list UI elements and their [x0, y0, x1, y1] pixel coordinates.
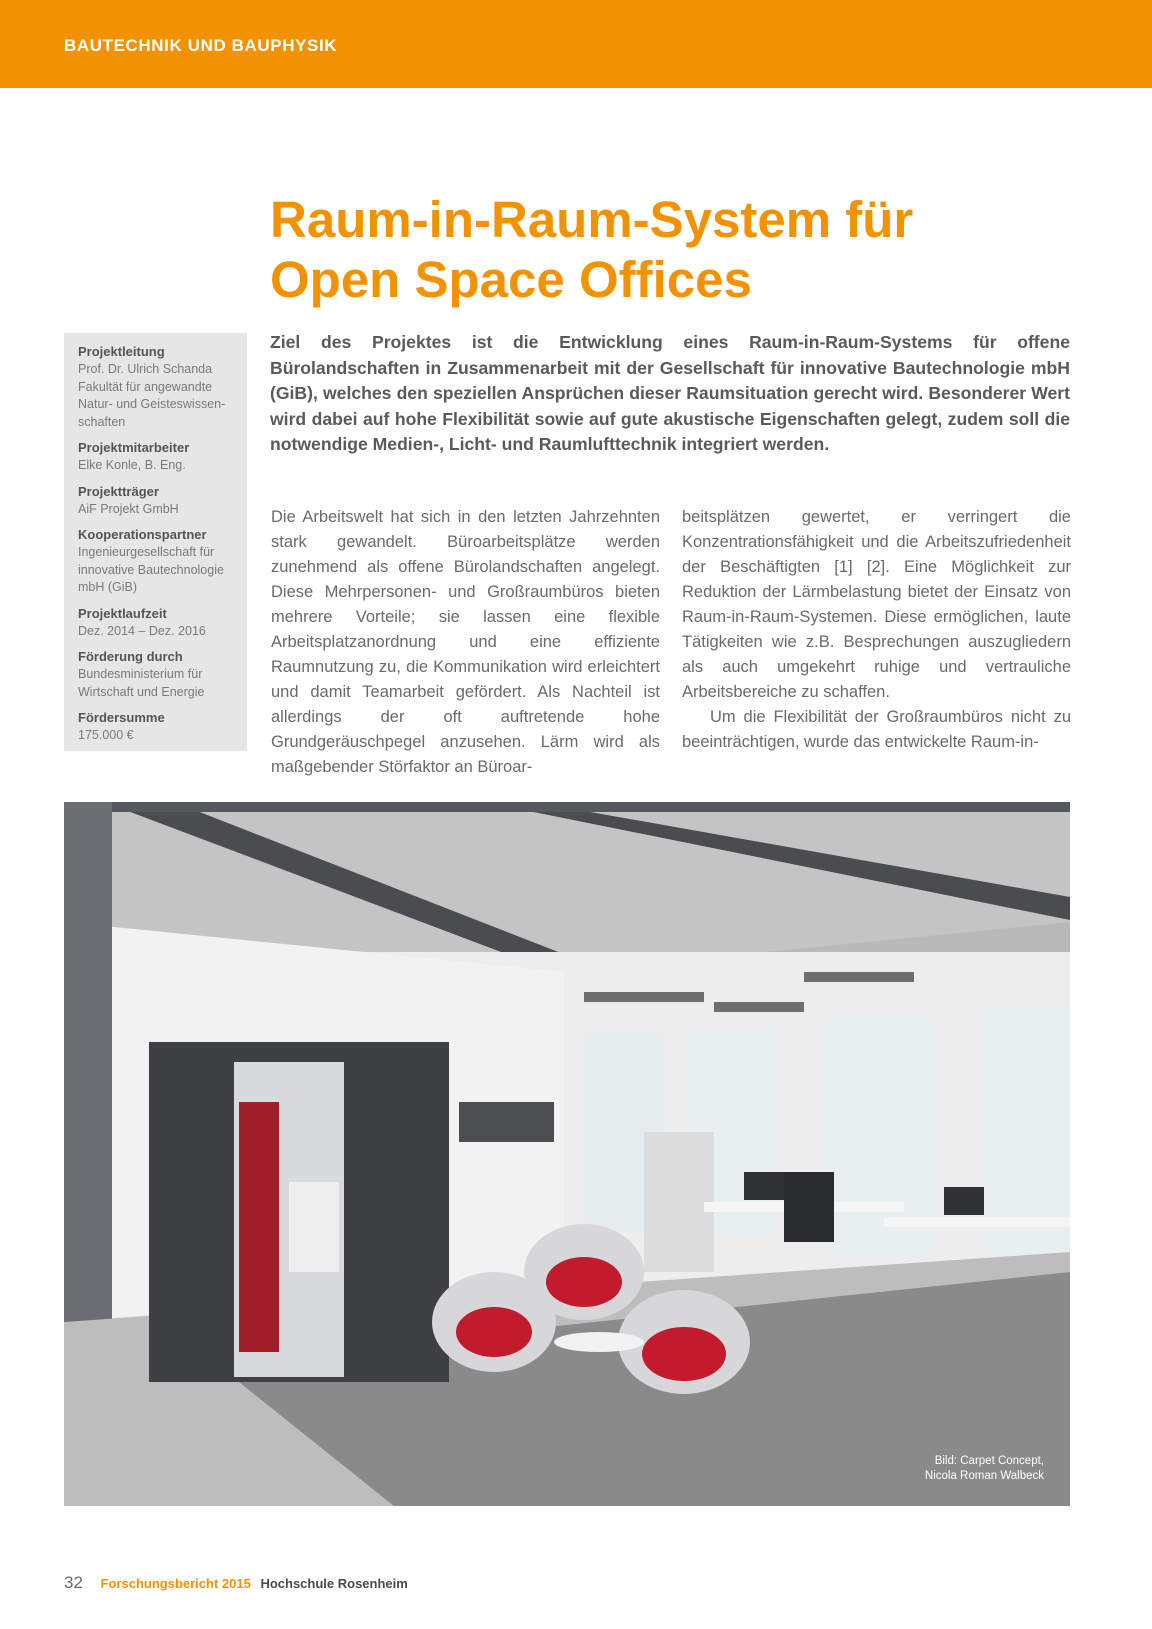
office-scene-illustration	[64, 802, 1070, 1506]
info-label: Kooperationspartner	[78, 527, 207, 542]
info-value: Elke Konle, B. Eng.	[78, 458, 186, 472]
article-title-line-1: Raum-in-Raum-System für	[270, 191, 914, 248]
info-label: Projektleitung	[78, 344, 165, 359]
info-value: Prof. Dr. Ulrich Schanda Fakultät für angewandte Natur- und Geisteswissen- schaften	[78, 362, 226, 429]
info-label: Projektträger	[78, 483, 159, 499]
page-footer	[64, 1573, 408, 1593]
info-project-staff	[78, 439, 235, 475]
office-photo	[64, 802, 1070, 1506]
info-value: AiF Projekt GmbH	[78, 501, 179, 516]
article-title	[270, 190, 1130, 310]
info-value: Dez. 2014 – Dez. 2016	[78, 623, 206, 638]
info-cooperation-partner	[78, 526, 235, 597]
info-label: Projektlaufzeit	[78, 605, 167, 621]
info-label: Fördersumme	[78, 710, 165, 725]
institution-name: Hochschule Rosenheim	[260, 1576, 408, 1591]
info-project-sponsor	[78, 483, 235, 519]
info-value: 175.000 €	[78, 728, 134, 742]
page-number: 32	[64, 1573, 83, 1592]
photo-credit-line-1: Bild: Carpet Concept,	[934, 1455, 1044, 1467]
info-funding-body	[78, 648, 235, 701]
article-lead: Ziel des Projektes ist die Entwicklung eines Raum-in-Raum-Systems für offene Bürolandschaften in Zusammenarbeit mit der Gesellschaft für innovative Bautechnologie mbH (GiB), welches den speziellen Ansprüchen dieser Raumsituation gerecht wird. Besonderer Wert wird dabei auf hohe Flexibilität sowie auf gute akustische Eigenschaften gelegt, zudem soll die notwendige Medien-, Licht- und Raumlufttechnik integriert werden.	[270, 332, 1070, 454]
body-paragraph: Um die Flexibilität der Großraumbüros nicht zu beeinträchtigen, wurde das entwickelte Raum-in-	[682, 708, 1071, 751]
photo-credit	[925, 1454, 1044, 1484]
info-label: Förderung durch	[78, 649, 183, 664]
body-column-1	[271, 505, 660, 780]
info-funding-amount	[78, 709, 235, 745]
project-info-box	[64, 333, 247, 751]
article-title-line-2: Open Space Offices	[270, 251, 752, 308]
section-title: BAUTECHNIK UND BAUPHYSIK	[64, 36, 338, 55]
body-column-2	[682, 505, 1071, 755]
publication-name: Forschungsbericht 2015	[100, 1576, 251, 1591]
body-paragraph: Die Arbeitswelt hat sich in den letzten Jahrzehnten stark gewandelt. Büroarbeitsplätze werden zunehmend als offene Bürolandschaften angelegt. Diese Mehrpersonen- und Großraumbüros bieten mehrere Vorteile; sie lassen eine flexible Arbeitsplatzanordnung und eine effiziente Raumnutzung zu, die Kommunikation wird erleichtert und damit Teamarbeit gefördert. Als Nachteil ist allerdings der oft auftretende hohe Grundgeräuschpegel anzusehen. Lärm wird als maßgebender Störfaktor an Büroar-	[271, 508, 660, 776]
photo-credit-line-2: Nicola Roman Walbeck	[924, 1470, 1044, 1482]
info-project-duration	[78, 605, 235, 641]
info-value: Ingenieurgesellschaft für innovative Bautechnologie mbH (GiB)	[78, 545, 224, 594]
info-project-lead	[78, 343, 235, 431]
section-header-bar	[0, 0, 1152, 88]
info-value: Bundesministerium für Wirtschaft und Energie	[78, 667, 205, 699]
body-paragraph: beitsplätzen gewertet, er verringert die Konzentrationsfähigkeit und die Arbeitszufriedenheit der Beschäftigten [1] [2]. Eine Möglichkeit zur Reduktion der Lärmbelastung bietet der Einsatz von Raum-in-Raum-Systemen. Diese ermöglichen, laute Tätigkeiten wie z.B. Besprechungen auszugliedern als auch umgekehrt ruhige und vertrauliche Arbeitsbereiche zu schaffen.	[682, 508, 1071, 701]
info-label: Projektmitarbeiter	[78, 440, 190, 455]
